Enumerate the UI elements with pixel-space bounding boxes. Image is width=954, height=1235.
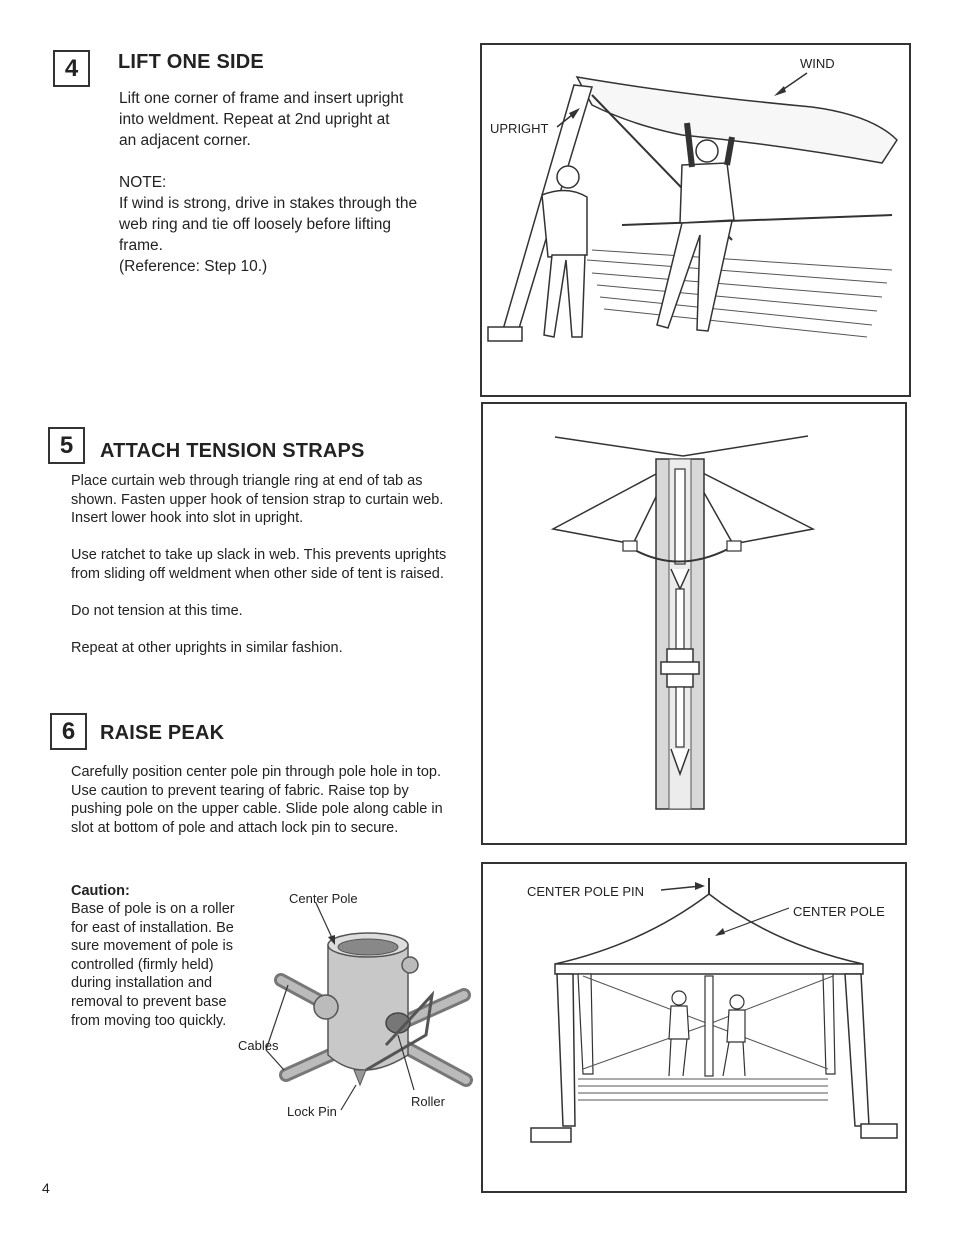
center-pole-pin-label: CENTER POLE PIN [527, 884, 645, 899]
cables-label: Cables [238, 1038, 279, 1053]
step-5-text [71, 472, 456, 677]
lift-side-drawing [482, 45, 909, 395]
upright-label: UPRIGHT [490, 121, 549, 136]
page-number: 4 [42, 1180, 50, 1196]
step-5-paragraph-3: Do not tension at this time. [71, 603, 243, 620]
step-4-note-reference: (Reference: Step 10.) [119, 258, 268, 275]
step-6-title: RAISE PEAK [100, 722, 225, 744]
step-4-text: Lift one corner of frame and insert upright into weldment. Repeat at 2nd upright at an adjacent corner. [119, 90, 404, 149]
step-5-paragraph-4: Repeat at other uprights in similar fashion. [71, 640, 343, 657]
step-4-title: LIFT ONE SIDE [118, 51, 264, 73]
step-6-text: Carefully position center pole pin through pole hole in top. Use caution to prevent tearing of fabric. Raise top by pushing pole on the upper cable. Slide pole along cable in slot at bottom of pole and attach lock pin to secure. [71, 764, 443, 836]
step-5-illustration [481, 402, 907, 845]
step-5-number: 5 [48, 427, 85, 464]
step-5-paragraph-2: Use ratchet to take up slack in web. This prevents uprights from sliding off weldment when other side of tent is raised. [71, 547, 447, 582]
wind-label: WIND [800, 56, 835, 71]
step-6-illustration [481, 862, 907, 1193]
step-5-title: ATTACH TENSION STRAPS [100, 440, 365, 462]
center-pole-label: Center Pole [289, 891, 358, 906]
caution-text: Base of pole is on a roller for east of installation. Be sure movement of pole is controlled (firmly held) during installation and removal to prevent base from moving too quickly. [71, 901, 235, 1029]
roller-label: Roller [411, 1094, 445, 1109]
step-5-paragraph-1: Place curtain web through triangle ring at end of tab as shown. Fasten upper hook of tension strap to curtain web. Insert lower hook into slot in upright. [71, 473, 444, 527]
step-4-note-text: If wind is strong, drive in stakes through the web ring and tie off loosely before lifting frame. [119, 195, 418, 254]
center-pole-caps-label: CENTER POLE [793, 904, 885, 919]
pole-base-detail [236, 885, 476, 1125]
step-4-note-label: NOTE: [119, 174, 167, 191]
tension-strap-drawing [483, 404, 905, 843]
pole-base-drawing [236, 885, 476, 1125]
step-4-illustration [480, 43, 911, 397]
lock-pin-label: Lock Pin [287, 1104, 337, 1119]
step-4-number: 4 [53, 50, 90, 87]
caution-label: Caution: [71, 883, 130, 899]
step-6-number: 6 [50, 713, 87, 750]
